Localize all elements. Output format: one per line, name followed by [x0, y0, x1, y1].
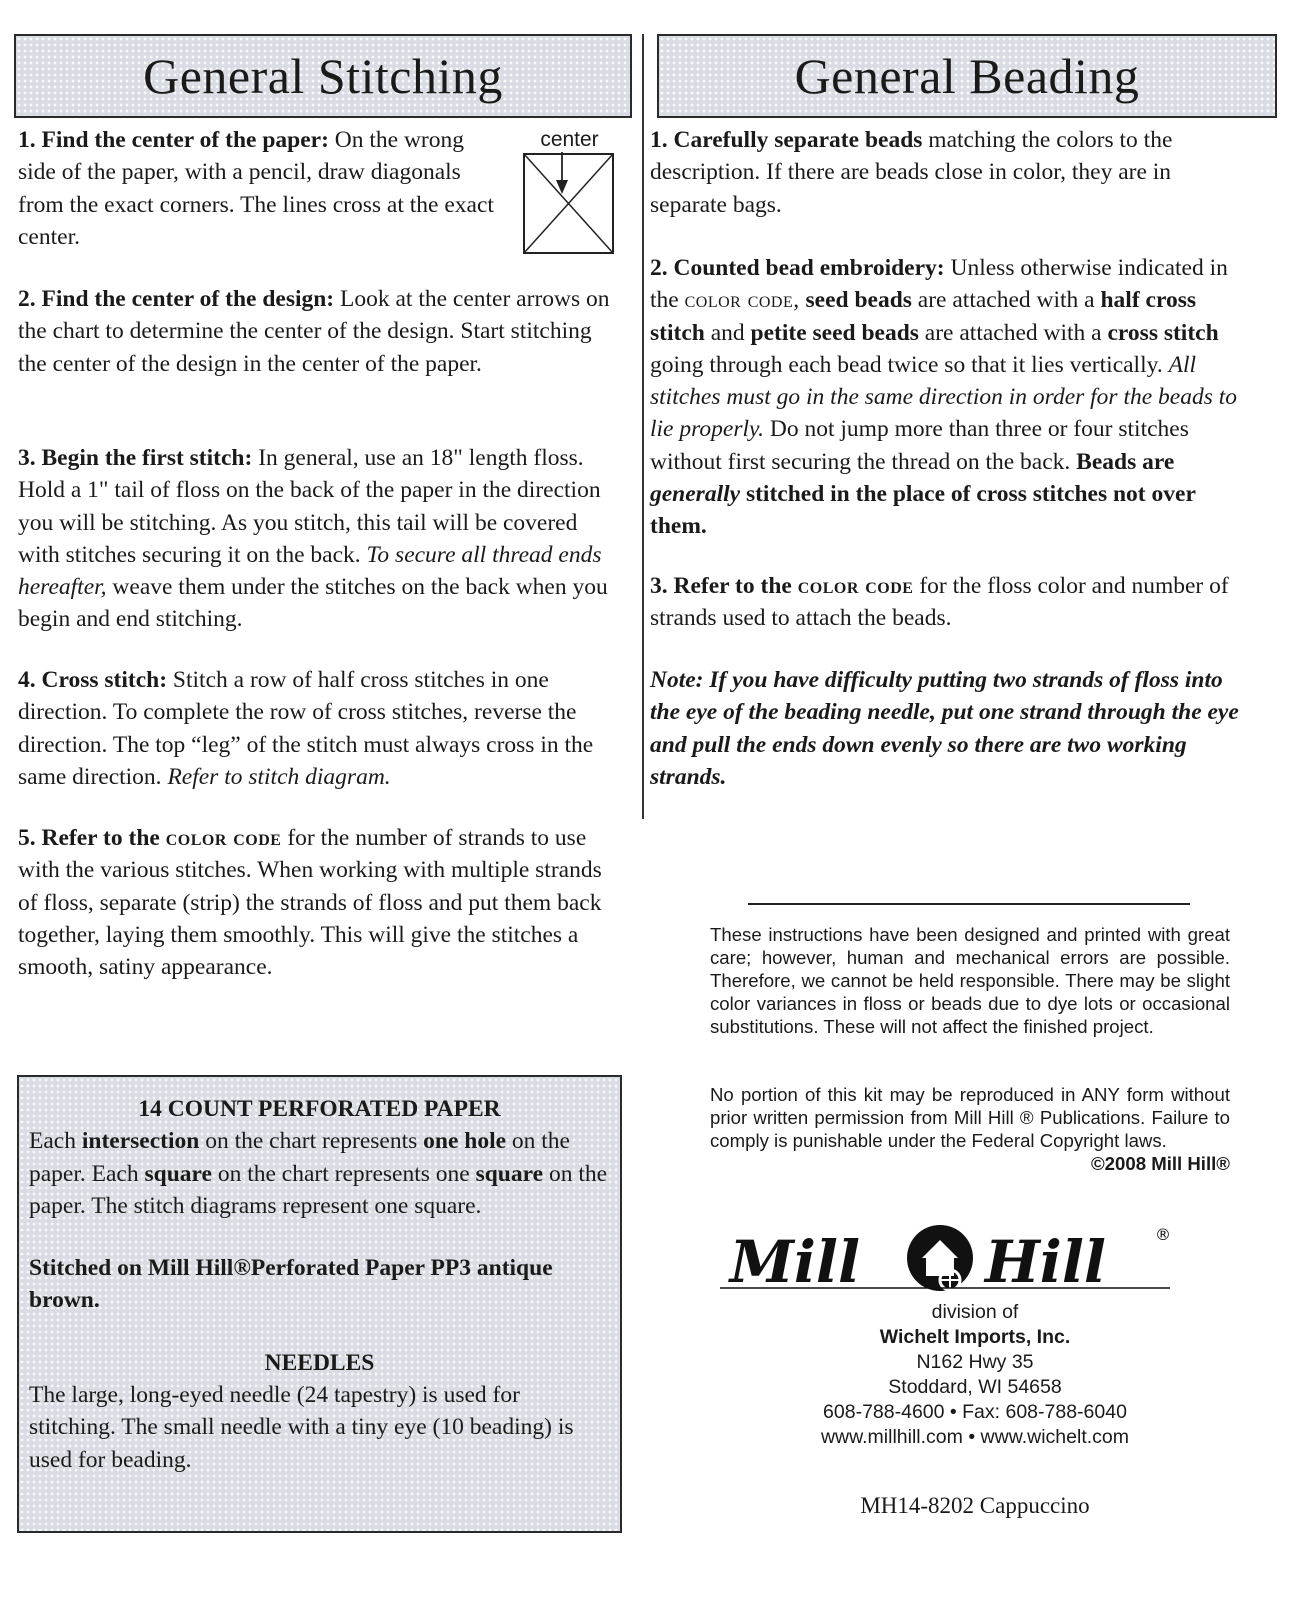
company-name: Wichelt Imports, Inc. — [879, 1326, 1071, 1348]
stitched-on-note: Stitched on Mill Hill®Perforated Paper PP3 antique brown. — [29, 1255, 553, 1314]
copyright-mark: ©2008 Mill Hill® — [1090, 1153, 1230, 1174]
disclaimer-rule — [748, 903, 1190, 905]
center-label: center — [540, 128, 599, 151]
column-divider — [642, 34, 644, 819]
general-stitching-title: General Stitching — [143, 48, 503, 104]
center-diagram — [522, 128, 617, 258]
needles-title: NEEDLES — [264, 1349, 375, 1376]
stitching-step-5: 5. Refer to the color code for the number of strands to use with the various stitches. When working with multiple strands of floss, separate (strip) the strands of floss and put them back together, laying them smoothly. This will give the stitches a smooth, satiny appearance. — [18, 825, 602, 981]
publisher-address — [700, 1300, 1250, 1450]
beading-step-1: 1. Carefully separate beads matching the colors to the description. If there are beads close in color, they are in separate bags. — [650, 127, 1173, 218]
stitching-step-4: 4. Cross stitch: Stitch a row of half cross stitches in one direction. To complete the row of cross stitches, reverse the direction. The top “leg” of the stitch must always cross in the same direction. Refer to stitch diagram. — [18, 667, 594, 790]
beading-note: Note: If you have difficulty putting two strands of floss into the eye of the beading needle, put one strand through the eye and pull the ends down evenly so there are two working strands. — [650, 667, 1239, 790]
product-code: MH14-8202 Cappuccino — [860, 1493, 1090, 1518]
phone-fax: 608-788-4600 • Fax: 608-788-6040 — [823, 1401, 1127, 1423]
copyright-notice: No portion of this kit may be reproduced in ANY form without prior written permission from Mill Hill ® Publications. Failure to comply is punishable under the Federal Copyright laws. ©2008 Mill Hill® — [710, 1084, 1230, 1174]
perforated-paper-info-box — [17, 1075, 622, 1533]
stitching-step-2: 2. Find the center of the design: Look at the center arrows on the chart to determine the center of the design. Start stitching the center of the design in the center of the paper. — [18, 286, 610, 377]
stitching-step-1: 1. Find the center of the paper: On the wrong side of the paper, with a pencil, draw diagonals from the exact corners. The lines cross at the exact center. — [18, 127, 494, 250]
logo-registered-mark: ® — [1155, 1225, 1171, 1244]
logo-text-hill: Hill — [985, 1228, 1106, 1296]
center-square-icon — [522, 152, 617, 257]
general-beading-header — [657, 34, 1277, 118]
perforated-paper-description: Each intersection on the chart represents one hole on the paper. Each square on the chart represents one square on the paper. The stitch diagrams represent one square. — [29, 1128, 608, 1219]
perforated-paper-title: 14 COUNT PERFORATED PAPER — [138, 1096, 501, 1122]
beading-step-2: 2. Counted bead embroidery: Unless otherwise indicated in the color code, seed beads are attached with a half cross stitch and petite seed beads are attached with a cross stitch going through each bead twice so that it lies vertically. All stitches must go in the same direction in order for the beads to lie properly. Do not jump more than three or four stitches without first securing the thread on the back. Beads are generally stitched in the place of cross stitches not over them. — [650, 255, 1238, 540]
mill-hill-logo — [700, 1210, 1200, 1310]
needles-description: The large, long-eyed needle (24 tapestry) is used for stitching. The small needle with a tiny eye (10 beading) is used for beading. — [29, 1382, 574, 1473]
general-beading-title: General Beading — [794, 48, 1140, 104]
disclaimer-text: These instructions have been designed and printed with great care; however, human and mechanical errors are possible. Therefore, we cannot be held responsible. There may be slight color variances in floss or beads due to dye lots or occasional substitutions. These will not affect the finished project. — [710, 924, 1230, 1037]
general-stitching-header — [14, 34, 632, 118]
logo-text-mill: Mill — [729, 1228, 860, 1296]
division-label: division of — [931, 1301, 1019, 1323]
street-address: N162 Hwy 35 — [916, 1351, 1034, 1373]
city-state-zip: Stoddard, WI 54658 — [888, 1376, 1062, 1398]
beading-step-3: 3. Refer to the color code for the floss color and number of strands used to attach the beads. — [650, 573, 1229, 632]
websites: www.millhill.com • www.wichelt.com — [820, 1426, 1130, 1448]
stitching-step-3: 3. Begin the first stitch: In general, use an 18" length floss. Hold a 1" tail of floss on the back of the paper in the direction you will be stitching. As you stitch, this tail will be covered with stitches securing it on the back. To secure all thread ends hereafter, weave them under the stitches on the back when you begin and end stitching. — [18, 445, 608, 633]
